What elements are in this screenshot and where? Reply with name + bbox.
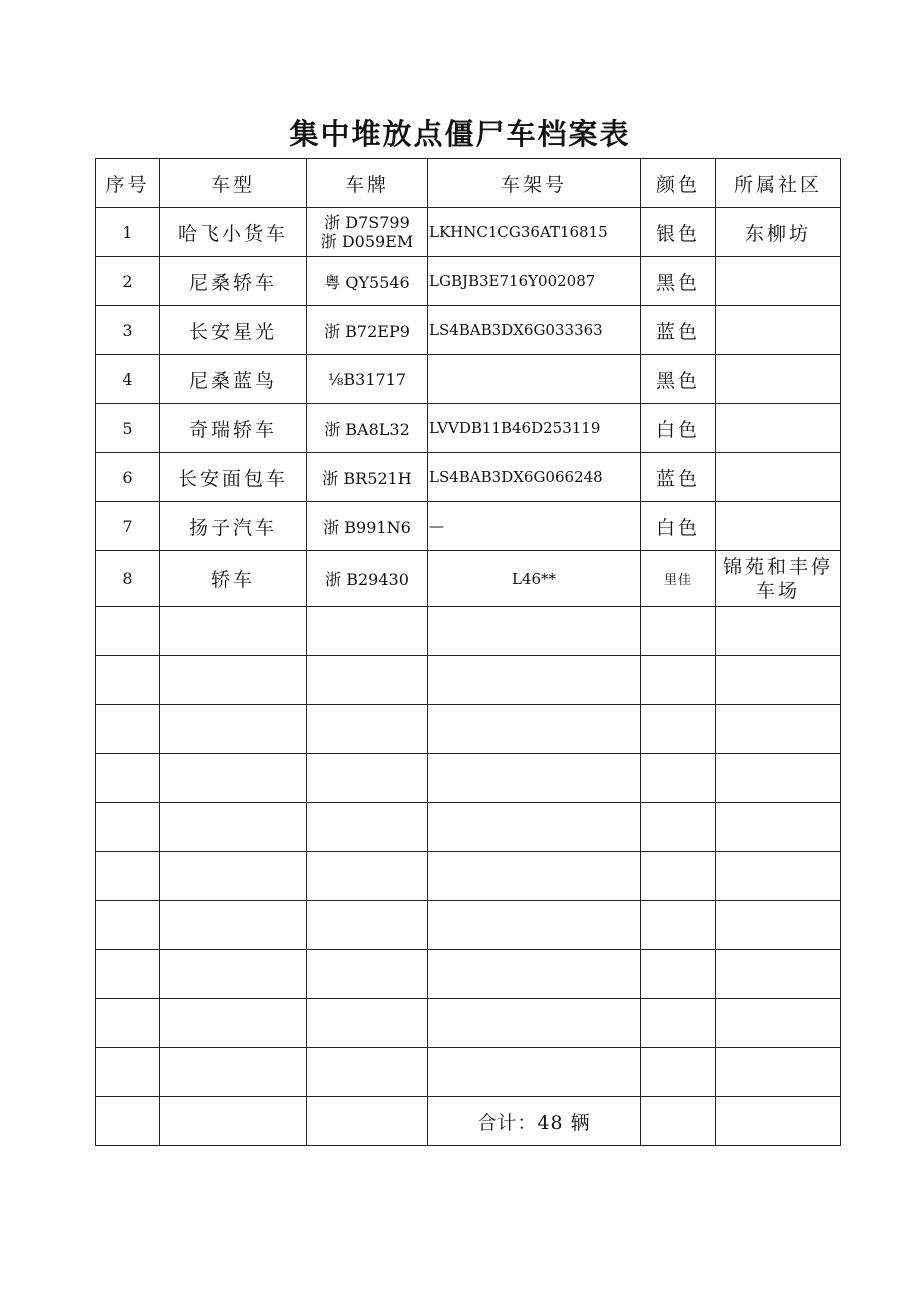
header-color: 颜色 <box>641 159 716 208</box>
cell-color: 蓝色 <box>641 453 716 502</box>
cell-model: 尼桑轿车 <box>160 257 307 306</box>
cell-color: 黑色 <box>641 355 716 404</box>
header-row <box>96 159 841 208</box>
table-row <box>96 404 841 453</box>
cell-plate <box>307 208 428 257</box>
header-model: 车型 <box>160 159 307 208</box>
empty-row <box>96 754 841 803</box>
cell-no: 2 <box>96 257 160 306</box>
cell-community <box>716 502 841 551</box>
plate-line-2: 浙 D059EM <box>320 232 414 251</box>
cell-vin: L46** <box>428 551 641 607</box>
empty-row <box>96 705 841 754</box>
cell-no: 1 <box>96 208 160 257</box>
cell-no: 7 <box>96 502 160 551</box>
empty-row <box>96 901 841 950</box>
cell-no: 4 <box>96 355 160 404</box>
table-row <box>96 502 841 551</box>
cell-plate: 粤 QY5546 <box>307 257 428 306</box>
cell-color: 白色 <box>641 502 716 551</box>
empty-row <box>96 950 841 999</box>
cell-model: 扬子汽车 <box>160 502 307 551</box>
cell-color: 蓝色 <box>641 306 716 355</box>
empty-row <box>96 852 841 901</box>
cell-plate: 浙 BA8L32 <box>307 404 428 453</box>
table-row <box>96 306 841 355</box>
cell-plate: 浙 B29430 <box>307 551 428 607</box>
cell-color: 银色 <box>641 208 716 257</box>
cell-vin: LS4BAB3DX6G066248 <box>428 453 641 502</box>
cell-model: 轿车 <box>160 551 307 607</box>
cell-model: 奇瑞轿车 <box>160 404 307 453</box>
cell-model: 哈飞小货车 <box>160 208 307 257</box>
cell-no: 3 <box>96 306 160 355</box>
cell-model: 长安星光 <box>160 306 307 355</box>
table-row <box>96 355 841 404</box>
cell-plate: ⅛B31717 <box>307 355 428 404</box>
cell-plate: 浙 B991N6 <box>307 502 428 551</box>
cell-color: 里佳 <box>641 551 716 607</box>
cell-community <box>716 306 841 355</box>
cell-community: 东柳坊 <box>716 208 841 257</box>
cell-no: 8 <box>96 551 160 607</box>
cell-no: 6 <box>96 453 160 502</box>
header-vin: 车架号 <box>428 159 641 208</box>
table-row <box>96 453 841 502</box>
vehicle-record-table <box>95 158 841 1146</box>
total-row <box>96 1097 841 1146</box>
empty-row <box>96 656 841 705</box>
cell-community <box>716 355 841 404</box>
page-title: 集中堆放点僵尸车档案表 <box>289 117 631 151</box>
cell-vin <box>428 355 641 404</box>
cell-color: 白色 <box>641 404 716 453</box>
empty-row <box>96 803 841 852</box>
cell-vin: LGBJB3E716Y002087 <box>428 257 641 306</box>
cell-color: 黑色 <box>641 257 716 306</box>
cell-plate: 浙 B72EP9 <box>307 306 428 355</box>
cell-vin: LVVDB11B46D253119 <box>428 404 641 453</box>
cell-community <box>716 404 841 453</box>
cell-vin: LKHNC1CG36AT16815 <box>428 208 641 257</box>
cell-community: 锦苑和丰停车场 <box>716 551 841 607</box>
header-community: 所属社区 <box>716 159 841 208</box>
empty-row <box>96 999 841 1048</box>
cell-vin: — <box>428 502 641 551</box>
header-no: 序号 <box>96 159 160 208</box>
cell-community <box>716 257 841 306</box>
header-plate: 车牌 <box>307 159 428 208</box>
cell-vin: LS4BAB3DX6G033363 <box>428 306 641 355</box>
cell-no: 5 <box>96 404 160 453</box>
table-row <box>96 551 841 607</box>
empty-row <box>96 1048 841 1097</box>
total-count: 合计：48 辆 <box>428 1097 641 1146</box>
cell-community <box>716 453 841 502</box>
cell-model: 长安面包车 <box>160 453 307 502</box>
empty-row <box>96 607 841 656</box>
cell-plate: 浙 BR521H <box>307 453 428 502</box>
table-row <box>96 257 841 306</box>
cell-model: 尼桑蓝鸟 <box>160 355 307 404</box>
table-row <box>96 208 841 257</box>
plate-line-1: 浙 D7S799 <box>324 213 410 232</box>
